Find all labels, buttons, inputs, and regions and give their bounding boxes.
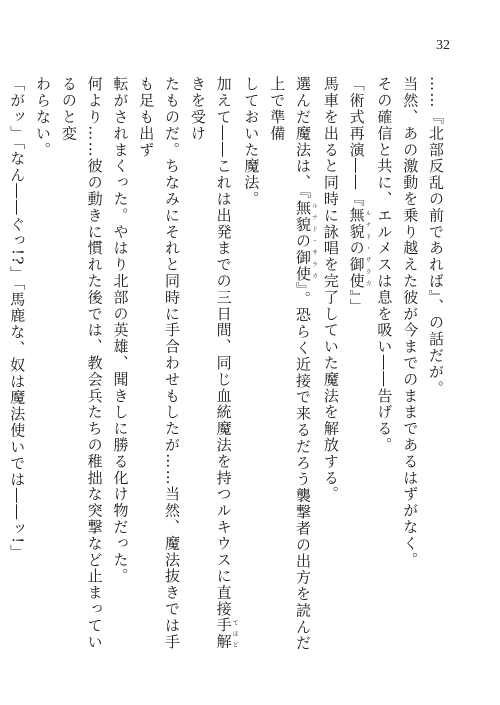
text-line: 転がされまくった。やはり北部の英雄、聞きしに勝る化け物だった。 — [111, 76, 130, 585]
text-line: その確信と共に、エルメスは息を吸い――告げる。 — [375, 76, 394, 454]
text-line: 何より……彼の動きに慣れた後では、教会兵たちの稚拙な突撃など止まっているのと変 — [59, 76, 104, 650]
ruby-annotation: 手解てほど — [214, 617, 239, 651]
text-line: たものだ。ちなみにそれと同時に手合わせもしたが……当然、魔法抜きでは手も足も出ず — [137, 76, 182, 650]
ruby-text: ルナド・サラカ — [364, 207, 372, 290]
text-line: 馬車を出ると同時に詠唱を完了していた魔法を解放する。 — [321, 76, 340, 503]
text-line: ……『北部反乱の前であれば』、の話だが。 — [427, 76, 445, 397]
body-text — [8, 76, 448, 666]
ruby-annotation: 無貌の御使ルナド・サラカ — [347, 207, 372, 290]
text-line: 当然、あの激動を乗り越えた彼が今までのままであるはずがなく。 — [401, 76, 420, 568]
text-line: 選んだ魔法は、『無貌の御使ルナド・サラカ』。恐らく近接で来るだろう襲撃者の出方を読んだ上で準備 — [268, 76, 318, 652]
text-line: 「術式再演――『無貌の御使ルナド・サラカ』」 — [347, 76, 372, 315]
text-line: 加えて――これは出発までの三日間、同じ血統魔法を持つルキウスに直接手解てほどきを受け — [188, 76, 239, 651]
ruby-text: ルナド・サラカ — [310, 199, 318, 282]
text-line: 「がッ」「なん――ぐっ!?」「馬鹿な、奴は魔法使いでは――ッ!」 — [8, 76, 27, 561]
text-line: わらない。 — [34, 76, 53, 158]
ruby-text: てほど — [231, 617, 239, 651]
text-line: しておいた魔法。 — [242, 76, 261, 208]
page-number: 32 — [436, 38, 450, 53]
ruby-annotation: 無貌の御使ルナド・サラカ — [294, 199, 318, 282]
